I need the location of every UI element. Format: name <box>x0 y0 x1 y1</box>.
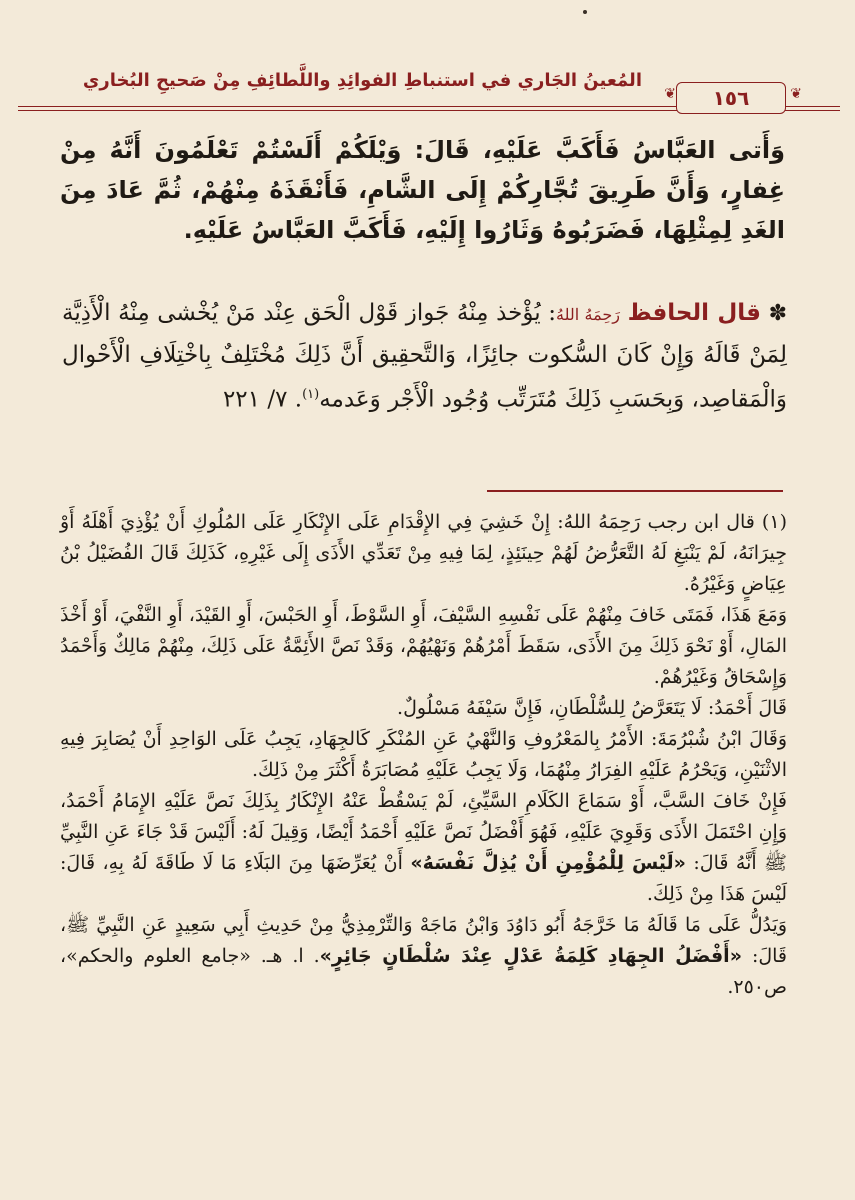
footnote-separator <box>487 490 783 492</box>
running-header <box>18 62 840 112</box>
ornament-left-icon: ❦ <box>664 86 676 102</box>
source-citation: . ا. هـ. «جامع العلوم والحكم»، ص٢٥٠. <box>60 945 787 998</box>
hadith-quote: «لَيْسَ لِلْمُؤْمِنِ أَنْ يُذِلَّ نَفْسَهُ» <box>410 852 686 874</box>
main-hadith-text: وَأَتى العَبَّاسُ فَأَكَبَّ عَلَيْهِ، قَالَ: وَيْلَكُمْ أَلَسْتُمْ تَعْلَمُونَ أَنَّهُ مِنْ غِفارٍ، وَأَنَّ طَرِيقَ تُجَّارِكُمْ إِلَى الشَّامِ، فَأَنْقَذَهُ مِنْهُمْ، ثُمَّ عَادَ مِنَ الغَدِ لِمِثْلِهَا، فَضَرَبُوهُ وَثَارُوا إِلَيْهِ، فَأَكَبَّ العَبَّاسُ عَلَيْهِ. <box>60 136 785 244</box>
running-title: المُعينُ الجَاري في استنباطِ الفوائِدِ واللَّطائِفِ مِنْ صَحيحِ البُخاري <box>82 70 642 91</box>
footnote-paragraph: وَقَالَ ابْنُ شُبْرُمَةَ: الأَمْرُ بِالمَعْرُوفِ وَالنَّهْيُ عَنِ المُنْكَرِ كَالجِهَادِ، يَجِبُ عَلَى الوَاحِدِ أَنْ يُصَابِرَ فِيهِ الاثْنَيْنِ، وَيَحْرُمُ عَلَيْهِ الفِرَارُ مِنْهُمَا، وَلَا يَجِبُ عَلَيْهِ مُصَابَرَةُ أَكْثَرَ مِنْ ذَلِكَ. <box>60 728 787 781</box>
page-mark <box>583 10 587 14</box>
footnote-paragraph: (١) قال ابن رجب رَحِمَهُ اللهُ: إِنْ خَشِيَ فِي الإِقْدَامِ عَلَى الإِنْكَارِ عَلَى المُلُوكِ أَنْ يُؤْذِيَ أَهْلَهُ أَوْ جِيرَانَهُ، لَمْ يَنْبَغِ لَهُ التَّعَرُّضُ لَهُمْ حِينَئِذٍ، لِمَا فِيهِ مِنْ تَعَدِّي الأَذَى إِلَى غَيْرِهِ، كَذَلِكَ قَالَ الفُضَيْلُ بْنُ عِيَاضٍ وَغَيْرُهُ. <box>60 511 787 595</box>
star-icon: ✽ <box>768 301 787 326</box>
footnote-marker[interactable]: (١) <box>302 387 320 402</box>
commentary-speaker: قال الحافظ <box>627 300 761 326</box>
page-number: ١٥٦ <box>676 82 786 114</box>
footnote-paragraph <box>60 786 787 910</box>
footnote-paragraph: قَالَ أَحْمَدُ: لَا يَتَعَرَّضُ لِلسُّلْطَانِ، فَإِنَّ سَيْفَهُ مَسْلُولٌ. <box>397 697 787 719</box>
commentary-text: : يُؤْخذ مِنْهُ جَواز قَوْل الْحَق عِنْد مَنْ يُخْشى مِنْهُ الْأَذِيَّة لِمَنْ قَالَهُ وَإِنْ كَانَ السُّكوت جائِزًا، وَالتَّحقِيق أَنَّ ذَلِكَ مُخْتَلِفٌ بِاخْتِلَافِ الْأَحْوال وَالْمَقاصِد، وَبِحَسَبِ ذَلِكَ مُتَرَتِّب وُجُود الْأَجْر وَعَدمه <box>62 300 787 413</box>
footnote-paragraph: وَمَعَ هَذَا، فَمَتَى خَافَ مِنْهُمْ عَلَى نَفْسِهِ السَّيْفَ، أَوِ السَّوْطَ، أَوِ الحَبْسَ، أَوِ القَيْدَ، أَوِ النَّفْيَ، أَوْ أَخْذَ المَالِ، أَوْ نَحْوَ ذَلِكَ مِنَ الأَذَى، سَقَطَ أَمْرُهُمْ وَنَهْيُهُمْ، وَقَدْ نَصَّ الأَئِمَّةُ عَلَى ذَلِكَ، مِنْهُمْ مَالِكٌ وَأَحْمَدُ وَإِسْحَاقُ وَغَيْرُهُمْ. <box>60 604 787 688</box>
commentary-paragraph <box>62 293 787 420</box>
footnote <box>60 507 787 1003</box>
footnote-text: أَنْ يُعَرِّضَهَا مِنَ البَلَاءِ مَا لَا طَاقَةَ لَهُ بِهِ، قَالَ: لَيْسَ هَذَا مِنْ ذَلِكَ. <box>60 852 787 905</box>
honorific: رَحِمَهُ اللهُ <box>556 305 621 324</box>
hadith-quote: «أَفْضَلُ الجِهَادِ كَلِمَةُ عَدْلٍ عِنْدَ سُلْطَانٍ جَائِرٍ» <box>319 945 742 967</box>
footnote-paragraph <box>60 910 787 1003</box>
volume-reference: . ٧/ ٢٢١ <box>222 386 303 413</box>
footnote-text: فَإِنْ خَافَ السَّبَّ، أَوْ سَمَاعَ الكَلَامِ السَّيِّئِ، لَمْ يَسْقُطْ عَنْهُ الإِنْكَارُ بِذَلِكَ نَصَّ عَلَيْهِ الإِمَامُ أَحْمَدُ، وَإِنِ احْتَمَلَ الأَذَى وَقَوِيَ عَلَيْهِ، فَهُوَ أَفْضَلُ نَصَّ عَلَيْهِ أَحْمَدُ أَيْضًا، وَقِيلَ لَهُ: أَلَيْسَ قَدْ جَاءَ عَنِ النَّبِيِّ ﷺ أَنَّهُ قَالَ: <box>60 790 787 874</box>
ornament-right-icon: ❦ <box>790 86 802 102</box>
footnote-text: وَيَدُلُّ عَلَى مَا قَالَهُ مَا خَرَّجَهُ أَبُو دَاوُدَ وَابْنُ مَاجَهْ وَالتِّرْمِذِيُّ مِنْ حَدِيثِ أَبِي سَعِيدٍ عَنِ النَّبِيِّ ﷺ، قَالَ: <box>60 914 788 967</box>
